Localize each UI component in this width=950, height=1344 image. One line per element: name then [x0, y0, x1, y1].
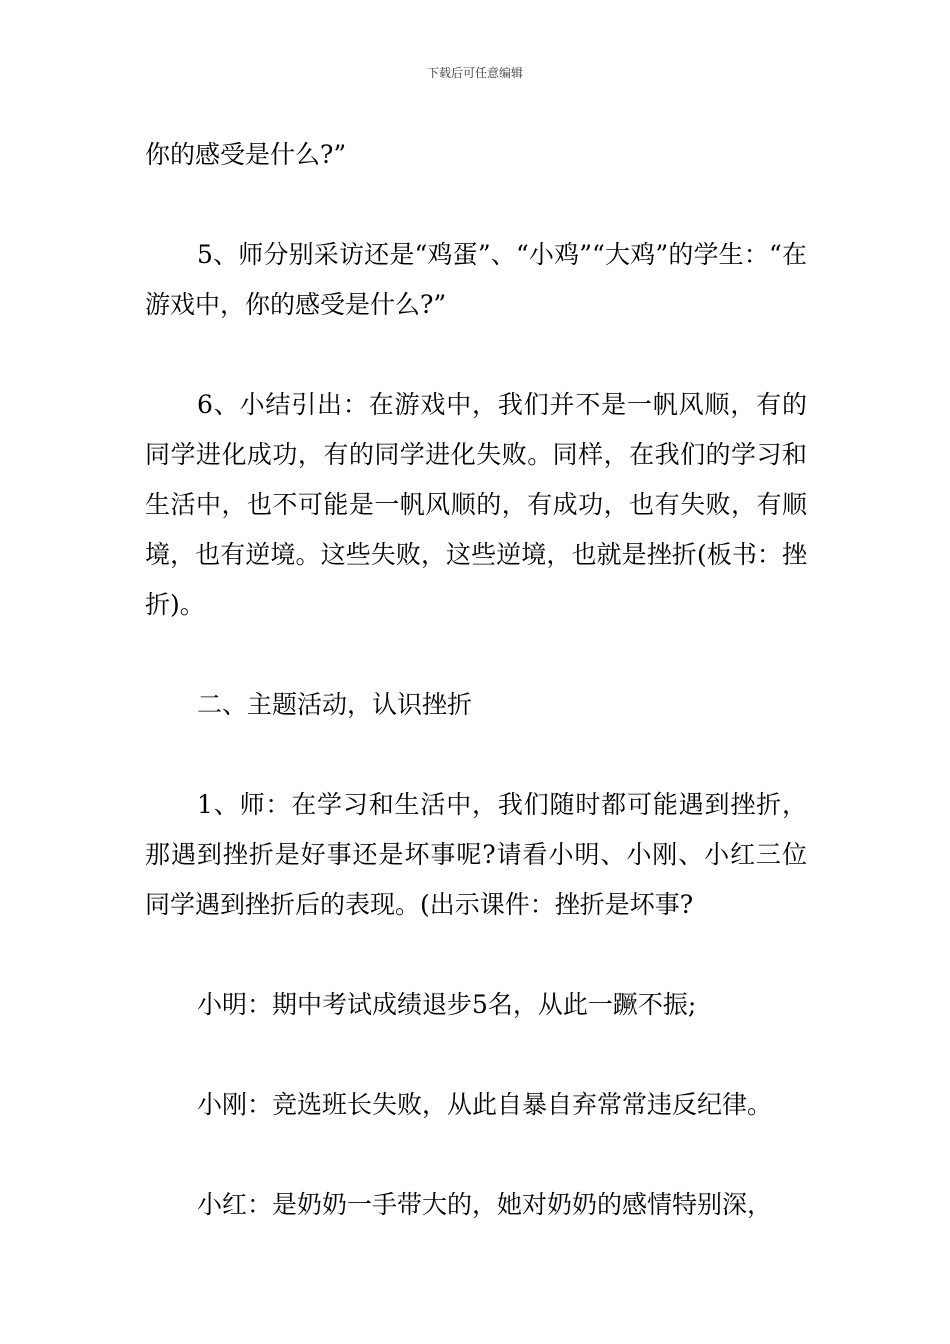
paragraph-spacer — [145, 730, 807, 780]
paragraph-xiaohong: 小红：是奶奶一手带大的，她对奶奶的感情特别深， — [197, 1190, 773, 1219]
paragraph-spacer — [145, 1130, 807, 1180]
paragraph-xiaogang: 小刚：竞选班长失败，从此自暴自弃常常违反纪律。 — [197, 1090, 773, 1119]
paragraph-continuation: 你的感受是什么?” — [145, 140, 347, 169]
paragraph-spacer — [145, 1030, 807, 1080]
document-body — [145, 130, 807, 1230]
paragraph-spacer — [145, 180, 807, 230]
paragraph-spacer — [145, 630, 807, 680]
paragraph-summary: 6、小结引出：在游戏中，我们并不是一帆风顺，有的同学进化成功，有的同学进化失败。同样，在我们的学习和生活中，也不可能是一帆风顺的，有成功，也有失败，有顺境，也有逆境。这些失败，这些逆境，也就是挫折(板书：挫折)。 — [145, 390, 807, 619]
page-header: 下载后可任意编辑 — [426, 66, 523, 80]
section-heading: 二、主题活动，认识挫折 — [197, 690, 473, 719]
paragraph-xiaoming: 小明：期中考试成绩退步5名，从此一蹶不振; — [197, 990, 697, 1019]
paragraph-spacer — [145, 330, 807, 380]
paragraph-teacher: 1、师：在学习和生活中，我们随时都可能遇到挫折，那遇到挫折是好事还是坏事呢?请看小明、小刚、小红三位同学遇到挫折后的表现。(出示课件：挫折是坏事? — [145, 790, 807, 919]
paragraph-spacer — [145, 930, 807, 980]
paragraph-interview: 5、师分别采访还是“鸡蛋”、“小鸡”“大鸡”的学生：“在游戏中，你的感受是什么?” — [145, 240, 807, 319]
